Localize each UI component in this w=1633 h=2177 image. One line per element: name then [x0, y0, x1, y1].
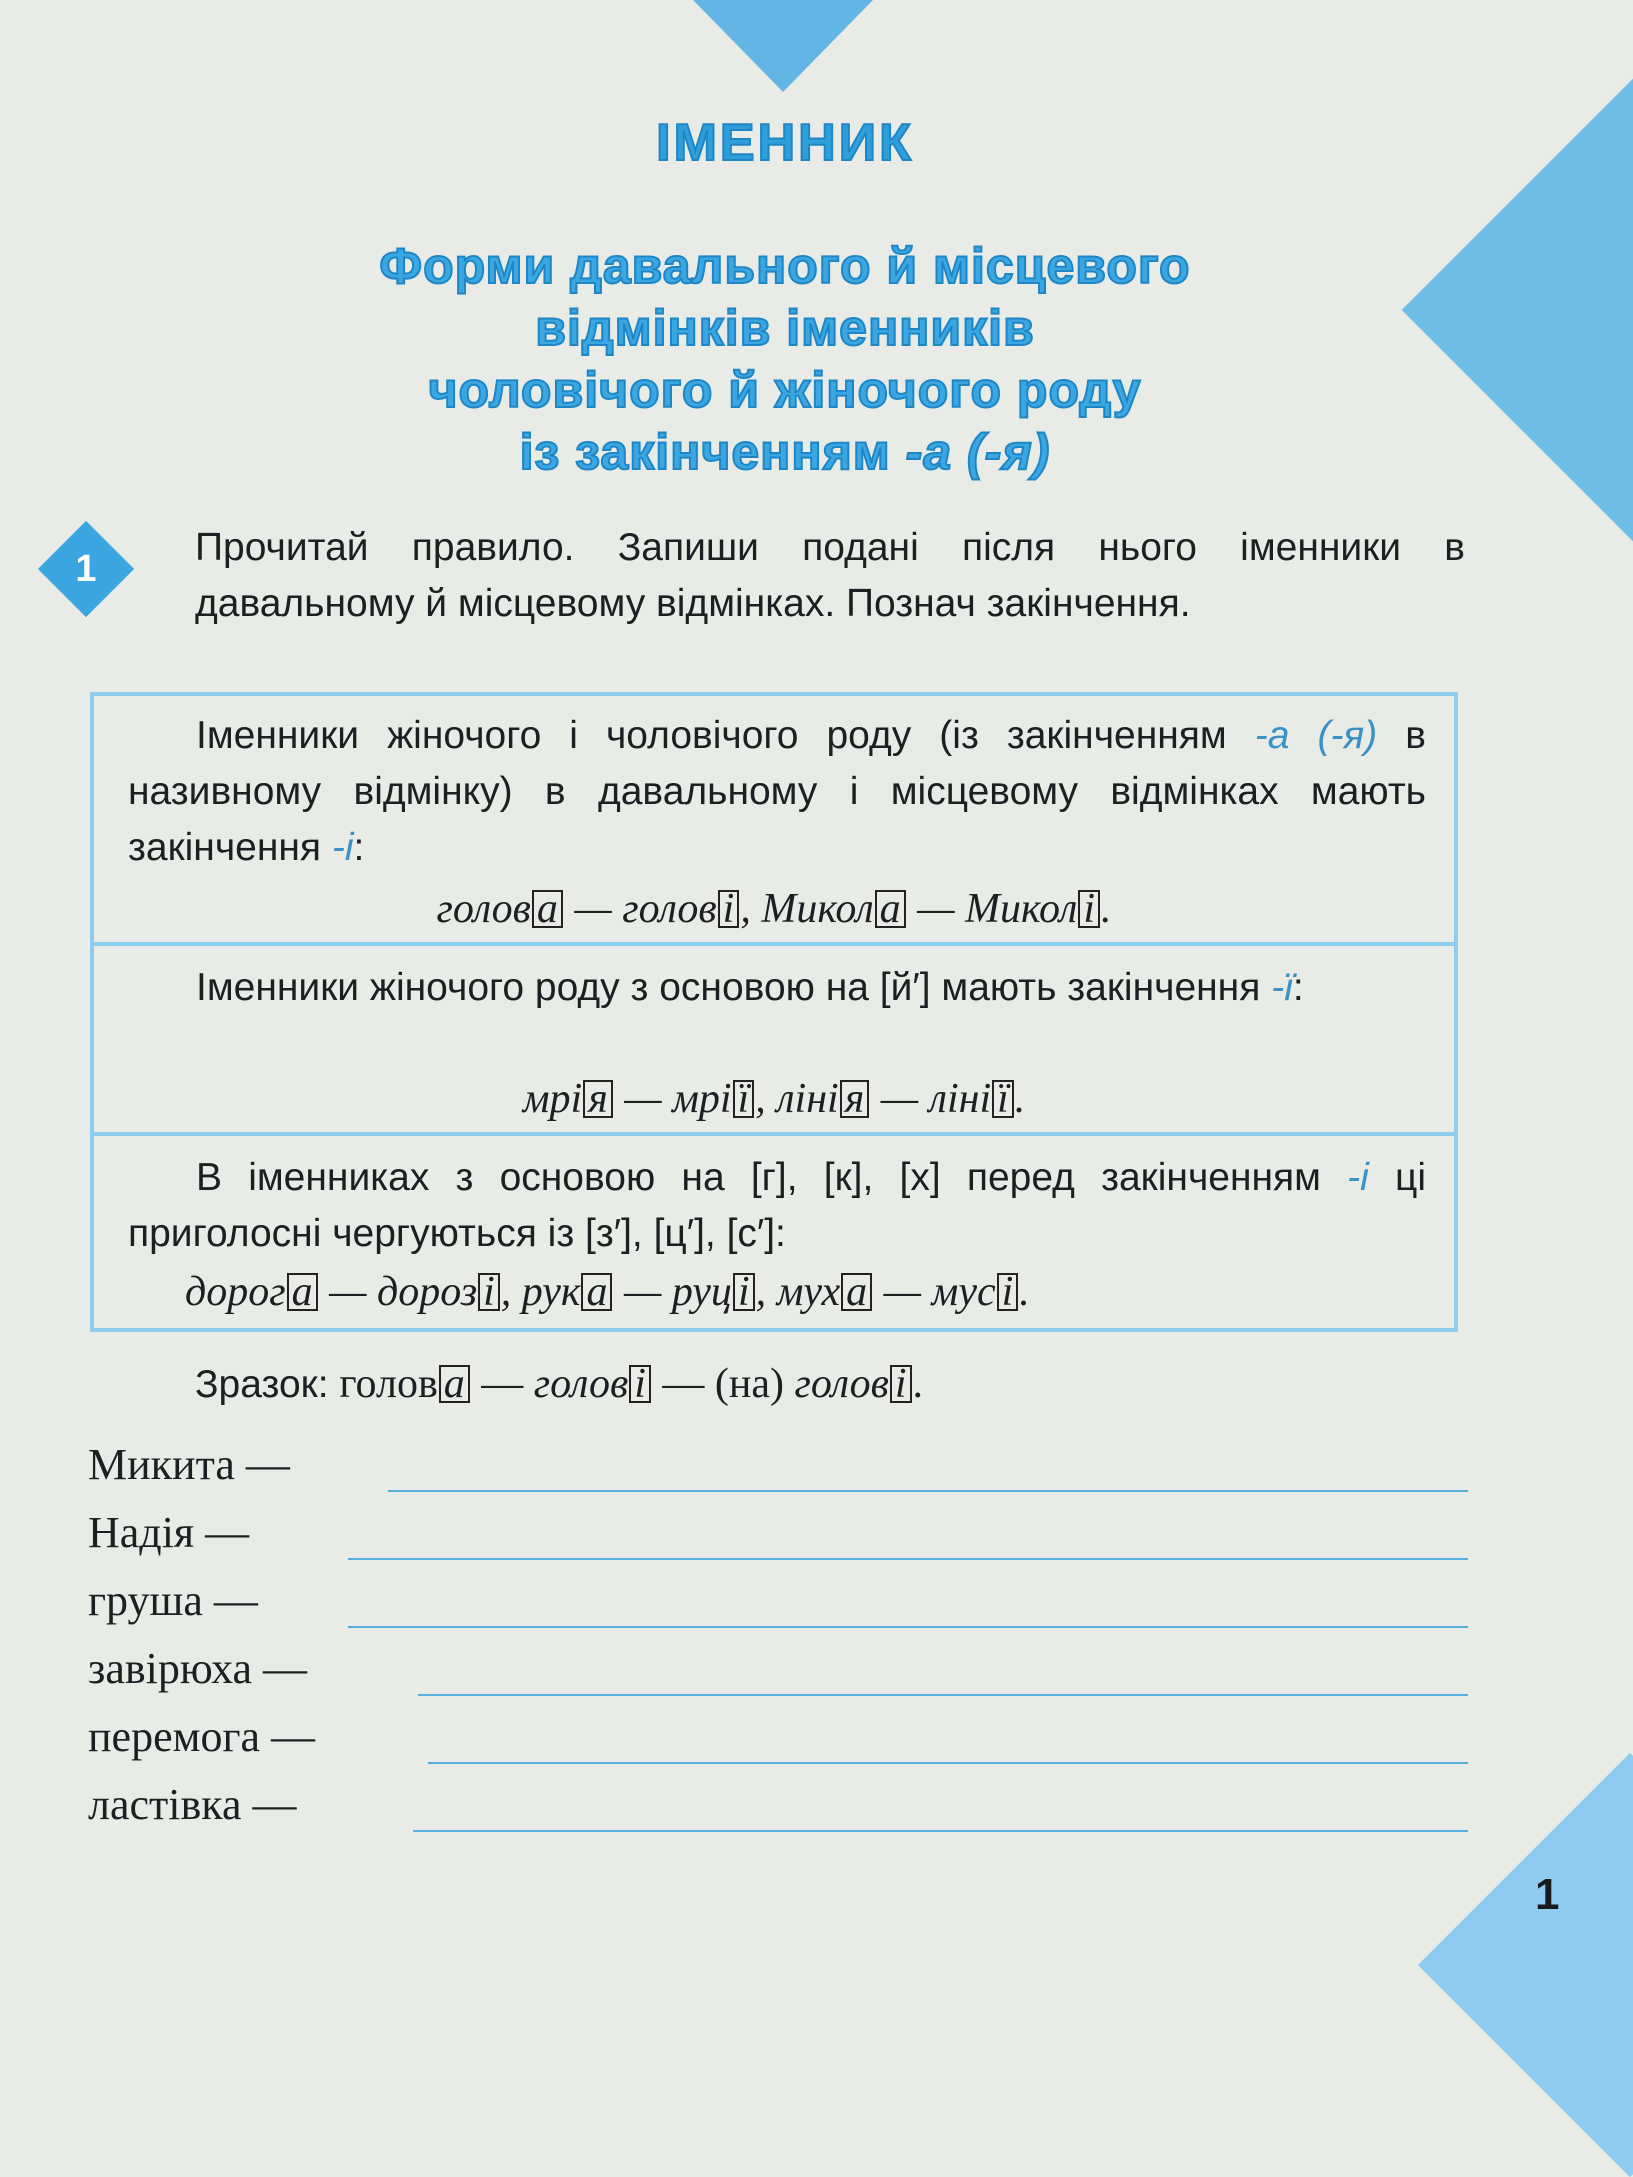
example-stem: мух	[776, 1269, 841, 1315]
example-separator: .	[1014, 1076, 1026, 1122]
answer-row	[88, 1566, 1468, 1634]
ending-box: а	[532, 890, 563, 928]
answer-line[interactable]	[388, 1490, 1468, 1492]
ending-box: ї	[992, 1080, 1014, 1118]
word-label: завірюха —	[88, 1644, 308, 1693]
example-separator: ,	[740, 886, 762, 932]
answer-line[interactable]	[418, 1694, 1468, 1696]
lesson-title-line-4	[0, 421, 1570, 483]
rule-3-text: В іменниках з основою на [г], [к], [х] перед закінченням -і ці приголосні чергуються із [з′], [ц′], [с′]:	[128, 1156, 1426, 1255]
rule-2-text: Іменники жіночого роду з основою на [й′] мають закінчення -ї:	[196, 966, 1304, 1009]
lesson-title	[0, 235, 1570, 483]
exercise-task: Прочитай правило. Запиши подані після нього іменники в давальному й місцевому відмінках. Познач закінчення.	[195, 526, 1465, 625]
ending-box: і	[733, 1273, 755, 1311]
example-separator: —	[870, 1076, 929, 1122]
answer-row	[88, 1634, 1468, 1702]
example-stem: Микол	[965, 886, 1078, 932]
example-separator: .	[1019, 1269, 1030, 1315]
word-label: перемога —	[88, 1712, 316, 1761]
answer-line[interactable]	[348, 1558, 1468, 1560]
example-separator: —	[318, 1269, 377, 1315]
word-label: Надія —	[88, 1508, 250, 1557]
ending-box: і	[629, 1365, 651, 1403]
exercise-number: 1	[75, 548, 97, 590]
ending-box: і	[890, 1365, 912, 1403]
example-separator: ,	[755, 1269, 777, 1315]
ending-box: я	[583, 1080, 613, 1118]
word-label: Микита —	[88, 1440, 290, 1489]
rule-1-example	[90, 885, 1458, 933]
example-stem: ліні	[928, 1076, 992, 1122]
example-stem: рук	[521, 1269, 581, 1315]
example-stem: мрі	[672, 1076, 732, 1122]
example-separator: —	[563, 886, 623, 932]
example-stem: дороз	[377, 1269, 478, 1315]
example-separator: ,	[500, 1269, 522, 1315]
lesson-title-prefix: із закінченням	[519, 424, 906, 480]
rule-ending: -а (-я)	[1254, 714, 1378, 757]
ending-box: а	[287, 1273, 318, 1311]
example-stem: ліні	[776, 1076, 839, 1122]
ending-box: а	[875, 890, 906, 928]
rule-1-text: Іменники жіночого і чоловічого роду (із закінченням -а (-я) в називному відмінку) в давальному і місцевому відмінках мають закінчення -і:	[128, 714, 1426, 869]
example-separator: .	[1101, 886, 1112, 932]
ending-box: і	[478, 1273, 500, 1311]
ending-box: я	[840, 1080, 870, 1118]
example-separator: —	[613, 1076, 673, 1122]
ending-box: а	[439, 1365, 470, 1403]
answer-line[interactable]	[348, 1626, 1468, 1628]
example-stem: руц	[671, 1269, 732, 1315]
ending-box: а	[581, 1273, 612, 1311]
rule-divider	[90, 942, 1458, 946]
answer-line[interactable]	[413, 1830, 1468, 1832]
rule-2-example	[90, 1075, 1458, 1123]
ending-box: і	[1078, 890, 1100, 928]
example-separator: —	[613, 1269, 672, 1315]
example-stem: дорог	[185, 1269, 286, 1315]
rule-divider	[90, 1132, 1458, 1136]
answer-line[interactable]	[428, 1762, 1468, 1764]
rule-ending: -ї	[1271, 966, 1293, 1009]
ending-box: ї	[733, 1080, 755, 1118]
section-title: ІМЕННИК	[656, 114, 914, 172]
rule-ending: -і	[331, 826, 354, 869]
sample-label: Зразок:	[195, 1363, 340, 1406]
sample-line: Зразок: голов а — голов і — (на) голов і .	[195, 1361, 924, 1407]
ending-box: і	[718, 890, 740, 928]
example-separator: —	[906, 886, 966, 932]
answer-row	[88, 1702, 1468, 1770]
answer-row	[88, 1498, 1468, 1566]
example-separator: ,	[755, 1076, 777, 1122]
ending-box: а	[841, 1273, 872, 1311]
answer-row	[88, 1430, 1468, 1498]
top-triangle-decoration	[693, 0, 873, 92]
lesson-title-line-1: Форми давального й місцевого	[379, 238, 1191, 294]
page-number: 1	[1535, 1870, 1560, 1919]
example-stem: мрі	[522, 1076, 583, 1122]
example-stem: голов	[436, 886, 531, 932]
lesson-title-line-2: відмінків іменників	[535, 300, 1035, 356]
example-stem: мус	[931, 1269, 996, 1315]
example-stem: голов	[622, 886, 717, 932]
rule-ending: -і	[1347, 1156, 1369, 1199]
answer-row	[88, 1770, 1468, 1838]
word-label: груша —	[88, 1576, 258, 1625]
ending-box: і	[997, 1273, 1019, 1311]
word-label: ластівка —	[88, 1780, 297, 1829]
lesson-title-line-3: чоловічого й жіночого роду	[428, 362, 1142, 418]
example-separator: —	[873, 1269, 932, 1315]
lesson-title-ending: -а (-я)	[905, 424, 1051, 480]
rule-3-example	[90, 1268, 1553, 1316]
example-stem: Микол	[761, 886, 874, 932]
